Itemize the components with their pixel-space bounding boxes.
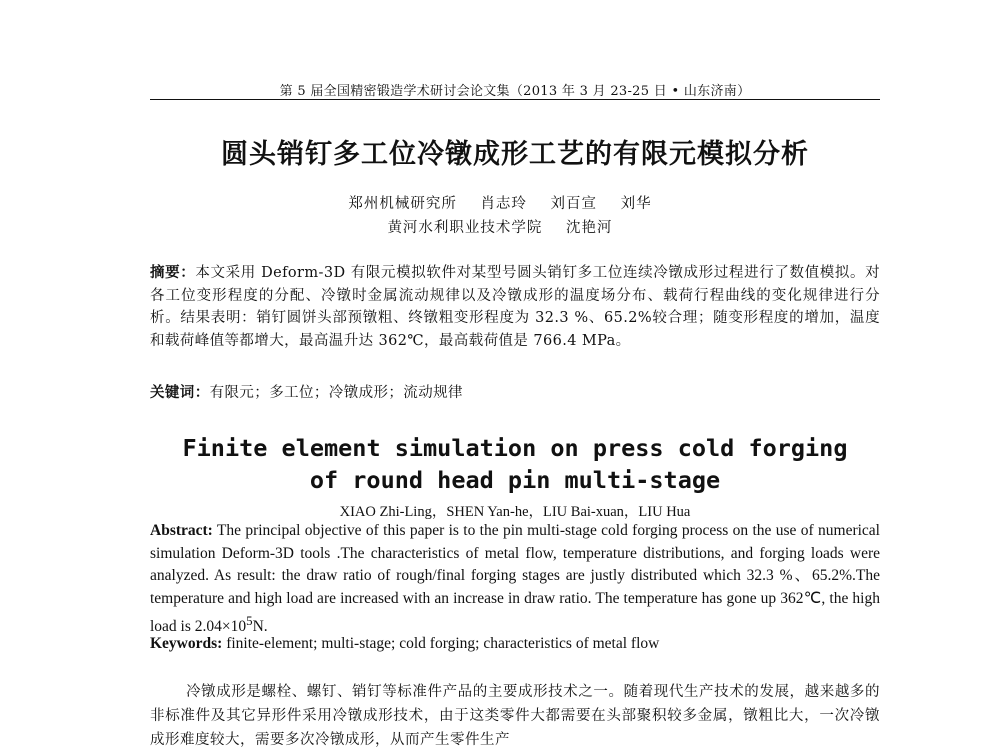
header-rule bbox=[150, 99, 880, 100]
abstract-en-text: The principal objective of this paper is to the pin multi-stage cold forging process on the use of numerical simulation Deform-3D tools .The characteristics of metal flow, temperature distributions, and forging loads were analyzed. As result: the draw ratio of rough/final forging stages are justly distributed which 32.3 %、65.2%.The temperature and high load are increased with an increase in draw ratio. The temperature has gone up 362℃, the high load is 2.04×10 bbox=[150, 522, 880, 636]
affiliation-org: 黄河水利职业技术学院 bbox=[387, 220, 543, 236]
author-name: 刘百宣 bbox=[550, 196, 598, 212]
author-name: 肖志玲 bbox=[480, 196, 527, 212]
abstract-en-label: Abstract: bbox=[150, 522, 213, 539]
abstract-cn-text: 本文采用 Deform-3D 有限元模拟软件对某型号圆头销钉多工位连续冷镦成形过程进行了数值模拟。对各工位变形程度的分配、冷镦时金属流动规律以及冷镦成形的温度场分布、载荷行程曲线的变化规律进行分析。结果表明：销钉圆饼头部预镦粗、终镦粗变形程度为 32.3 %、65.2%较合理；随变形程度的增加，温度和载荷峰值等都增大，最高温升达 362℃，最高载荷值是 766.4 MPa。 bbox=[150, 265, 880, 349]
authors-en: XIAO Zhi-Ling，SHEN Yan-he，LIU Bai-xuan，LIU Hua bbox=[339, 504, 691, 520]
paper-title-en bbox=[150, 432, 880, 496]
paper-title-en-line1: Finite element simulation on press cold forging bbox=[182, 434, 848, 462]
keywords-cn bbox=[150, 382, 880, 404]
body-paragraph-text: 冷镦成形是螺栓、螺钉、销钉等标准件产品的主要成形技术之一。随着现代生产技术的发展，越来越多的非标准件及其它异形件采用冷镦成形技术，由于这类零件大都需要在头部聚积较多金属，镦粗比大，一次冷镦成形难度较大，需要多次冷镦成形，从而产生零件生产 bbox=[150, 684, 880, 748]
paper-title-cn: 圆头销钉多工位冷镦成形工艺的有限元模拟分析 bbox=[221, 139, 809, 170]
proceedings-header: 第 5 届全国精密锻造学术研讨会论文集（2013 年 3 月 23-25 日 • 山东济南） bbox=[279, 84, 751, 99]
keywords-cn-label: 关键词： bbox=[150, 385, 210, 401]
abstract-en-superscript: 5 bbox=[246, 613, 253, 628]
paper-title-en-line2: of round head pin multi-stage bbox=[309, 466, 721, 494]
keywords-en-text: finite-element; multi-stage; cold forging; characteristics of metal flow bbox=[226, 635, 660, 652]
affiliation-org: 郑州机械研究所 bbox=[348, 196, 457, 212]
affiliation-line-2 bbox=[0, 216, 1000, 237]
body-paragraph bbox=[150, 680, 880, 752]
author-name: 刘华 bbox=[620, 196, 652, 212]
keywords-en-label: Keywords: bbox=[150, 635, 223, 652]
keywords-en bbox=[150, 633, 880, 655]
abstract-cn bbox=[150, 262, 880, 352]
author-name: 沈艳河 bbox=[566, 220, 613, 236]
keywords-cn-text: 有限元；多工位；冷镦成形；流动规律 bbox=[209, 385, 463, 401]
abstract-en-text-end: N. bbox=[252, 618, 268, 636]
abstract-cn-label: 摘要： bbox=[150, 265, 196, 281]
affiliation-line-1 bbox=[0, 192, 1000, 213]
abstract-en bbox=[150, 520, 880, 639]
